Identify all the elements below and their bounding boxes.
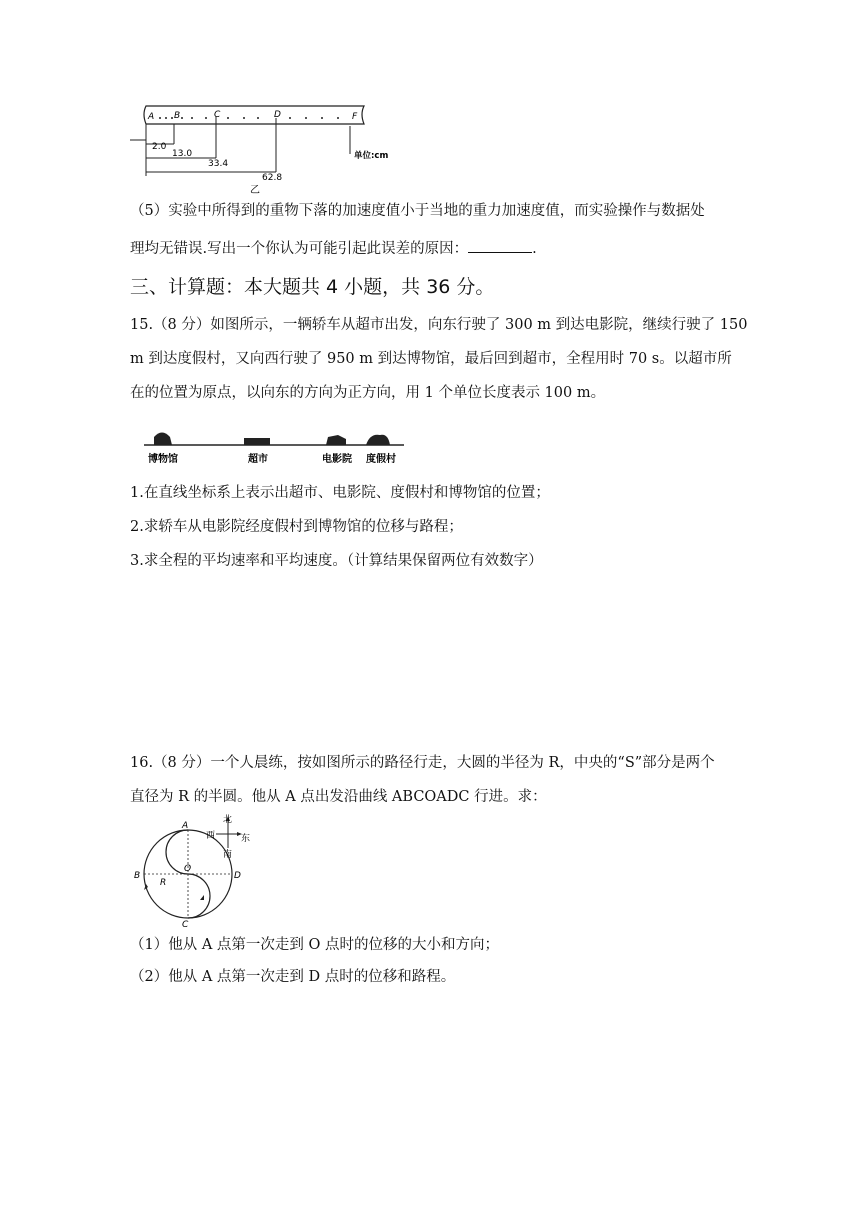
point-b: B: [134, 871, 141, 881]
tape-point-d: D: [274, 110, 281, 120]
compass-east: 东: [241, 834, 251, 844]
q15-sub3: 3.求全程的平均速率和平均速度。（计算结果保留两位有效数字）: [130, 553, 543, 569]
q16-line2: 直径为 R 的半圆。他从 A 点出发沿曲线 ABCOADC 行进。求：: [130, 789, 547, 805]
tape-measure-4: 62.8: [262, 173, 283, 183]
point-o: O: [184, 864, 192, 874]
q5-line2: [130, 238, 730, 260]
resort-icon: [366, 435, 390, 445]
q5-line2-text: 理均无错误.写出一个你认为可能引起此误差的原因：: [130, 241, 469, 257]
tape-measure-1: 2.0: [152, 142, 167, 152]
cinema-icon: [326, 435, 346, 445]
answer-blank: [468, 238, 532, 253]
tape-point-a: A: [148, 112, 155, 122]
label-r: R: [160, 878, 167, 888]
label-museum: 博物馆: [148, 454, 178, 465]
tape-diagram: [128, 104, 398, 196]
compass-north: 北: [223, 815, 233, 825]
q16-sub1: （1）他从 A 点第一次走到 O 点时的位移的大小和方向；: [130, 937, 500, 953]
point-c: C: [182, 920, 189, 928]
point-d: D: [234, 871, 241, 881]
tape-measure-2: 13.0: [172, 149, 193, 159]
museum-icon: [154, 433, 172, 446]
tape-unit: 单位:cm: [354, 151, 389, 161]
q5-line1: （5）实验中所得到的重物下落的加速度值小于当地的重力加速度值，而实验操作与数据处: [130, 203, 705, 219]
tape-measure-3: 33.4: [208, 159, 229, 169]
label-resort: 度假村: [366, 454, 396, 465]
q15-line3: 在的位置为原点，以向东的方向为正方向，用 1 个单位长度表示 100 m。: [130, 385, 606, 401]
point-a: A: [182, 821, 189, 831]
q15-sub2: 2.求轿车从电影院经度假村到博物馆的位移与路程；: [130, 519, 463, 535]
section3-title: 三、计算题：本大题共 4 小题，共 36 分。: [130, 276, 495, 298]
label-cinema: 电影院: [322, 454, 352, 465]
compass-west: 西: [206, 831, 216, 841]
label-supermarket: 超市: [248, 454, 268, 465]
q16-sub2: （2）他从 A 点第一次走到 D 点时的位移和路程。: [130, 969, 456, 985]
q15-line2: m 到达度假村，又向西行驶了 950 m 到达博物馆，最后回到超市，全程用时 70 s。以超市所: [130, 351, 732, 367]
tape-point-c: C: [214, 110, 221, 120]
q15-line1: 15.（8 分）如图所示，一辆轿车从超市出发，向东行驶了 300 m 到达电影院，继续行驶了 150: [130, 317, 748, 333]
circle-path-diagram: [130, 812, 260, 928]
q15-sub1: 1.在直线坐标系上表示出超市、电影院、度假村和博物馆的位置；: [130, 485, 550, 501]
q5-line2-end: .: [532, 241, 537, 257]
q16-line1: 16.（8 分）一个人晨练，按如图所示的路径行走，大圆的半径为 R，中央的“S”部分是两个: [130, 755, 715, 771]
compass-south: 南: [223, 850, 233, 860]
supermarket-icon: [244, 438, 270, 445]
tape-point-b: B: [174, 111, 181, 121]
tape-caption: 乙: [250, 185, 260, 196]
road-diagram: [140, 425, 410, 467]
tape-point-f: F: [352, 112, 358, 122]
